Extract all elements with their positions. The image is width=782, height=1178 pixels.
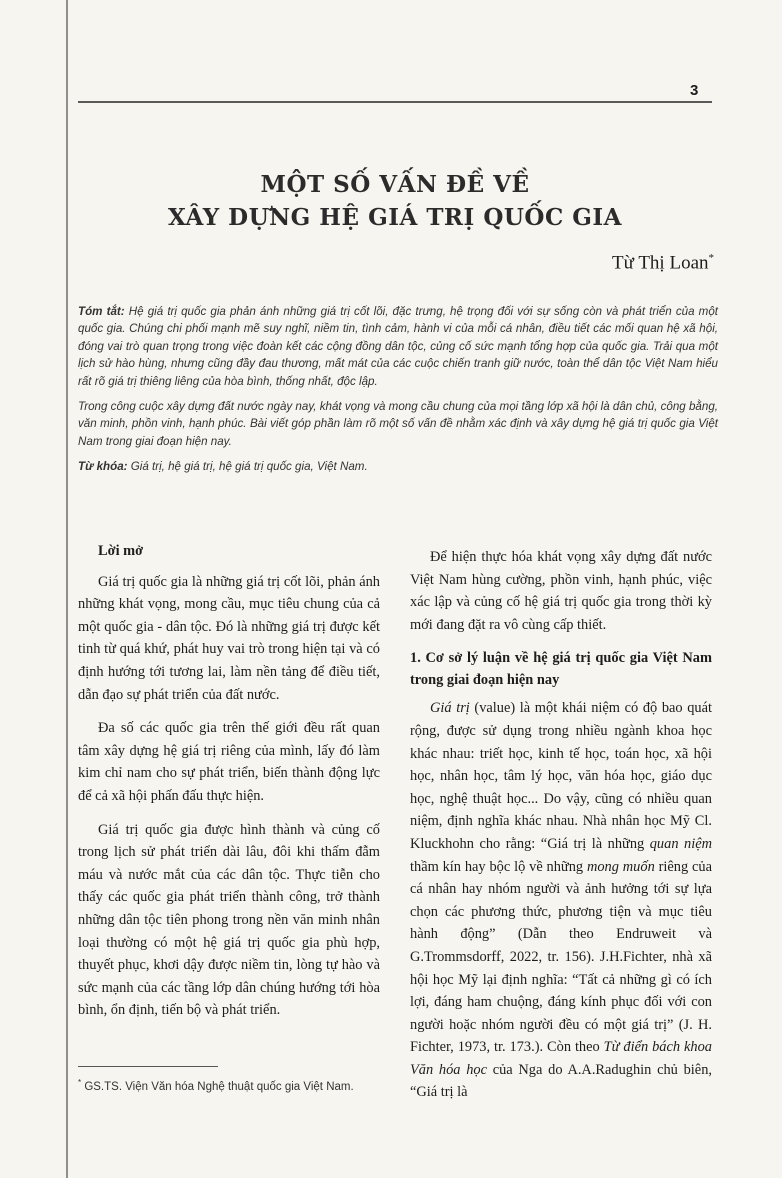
- abstract-summary: [78, 303, 718, 390]
- footnote-rule: [78, 1066, 218, 1067]
- summary-text: Hệ giá trị quốc gia phản ánh những giá trị cốt lõi, đặc trưng, hệ trọng đối với sự sống còn và phát triển của một quốc gia. Chúng chi phối mạnh mẽ suy nghĩ, niềm tin, tình cảm, hành vi của mỗi cá nhân, điều tiết các mối quan hệ xã hội, đóng vai trò quan trọng trong việc đoàn kết các cộng đồng dân tộc, củng cố sức mạnh tổng hợp của quốc gia. Trải qua một lịch sử hào hùng, nhưng cũng đầy đau thương, mất mát của các cuộc chiến tranh giữ nước, toàn thể dân tộc Việt Nam hiểu rất rõ giá trị thiêng liêng của hòa bình, thống nhất, độc lập.: [78, 305, 718, 388]
- intro-paragraph-3: Giá trị quốc gia được hình thành và củng cố trong lịch sử phát triển dài lâu, đôi khi thấm đẫm máu và nước mắt của các dân tộc. Thực tiễn cho thấy các quốc gia phát triển thành công, trở thành những dân tộc tiên phong trong nền văn minh nhân loại thường có một hệ giá trị quốc gia phù hợp, thuyết phục, khơi dậy được niềm tin, lòng tự hào và sức mạnh của các tầng lớp dân chúng hướng tới hòa bình, ổn định, tiến bộ và phát triển.: [78, 821, 380, 1019]
- p2-text-2: thầm kín hay bộc lộ về những: [410, 858, 587, 875]
- right-paragraph-2: [410, 697, 712, 1104]
- abstract-paragraph-2: Trong công cuộc xây dựng đất nước ngày nay, khát vọng và mong cầu chung của mọi tầng lớp xã hội là dân chủ, công bằng, văn minh, phồn vinh, hạnh phúc. Bài viết góp phần làm rõ một số vấn đề nhằm xác định và xây dựng hệ giá trị quốc gia Việt Nam trong giai đoạn hiện nay.: [78, 400, 718, 448]
- binding-line: [66, 0, 68, 1178]
- article-title: [78, 168, 712, 234]
- em-dictionary-title: Từ điển bách khoa Văn hóa học: [410, 1039, 712, 1078]
- title-line-2: XÂY DỰNG HỆ GIÁ TRỊ QUỐC GIA: [167, 204, 623, 231]
- keywords-text: Giá trị, hệ giá trị, hệ giá trị quốc gia, Việt Nam.: [130, 460, 368, 474]
- summary-label: Tóm tắt:: [78, 305, 125, 318]
- page-number: 3: [690, 82, 699, 99]
- p2-text-1: (value) là một khái niệm có độ bao quát rộng, được sử dụng trong nhiều ngành khoa học khác nhau: triết học, kinh tế học, toán học, xã hội học, nhân học, tâm lý học, văn hóa học, giáo dục học, nghệ thuật học... Do vậy, cũng có nhiều quan niệm, định nghĩa khác nhau. Nhà nhân học Mỹ Cl. Kluckhohn cho rằng: “Giá trị là những: [410, 700, 712, 852]
- intro-paragraph-2: Đa số các quốc gia trên thế giới đều rất quan tâm xây dựng hệ giá trị riêng của mình, lấy đó làm kim chỉ nam cho sự phát triển, biến thành động lực để cả xã hội phấn đấu thực hiện.: [78, 720, 380, 804]
- intro-heading: Lời mở: [98, 543, 144, 559]
- author-footnote-mark: *: [708, 252, 714, 264]
- em-quan-niem: quan niệm: [649, 835, 712, 852]
- footnote: [78, 1074, 378, 1096]
- intro-paragraph-1: Giá trị quốc gia là những giá trị cốt lõi, phản ánh những khát vọng, mong cầu, mục tiêu chung của cả một quốc gia - dân tộc. Đó là những giá trị được kết tinh từ quá khứ, phát huy vai trò trong hiện tại và có định hướng tới tương lai, làm nền tảng để điều tiết, dẫn đạo sự phát triển của đất nước.: [78, 573, 380, 703]
- p2-text-4: của Nga do A.A.Radughin chủ biên, “Giá trị là: [410, 1061, 712, 1101]
- right-paragraph-1: Để hiện thực hóa khát vọng xây dựng đất nước Việt Nam hùng cường, phồn vinh, hạnh phúc, việc xác lập và củng cố hệ giá trị quốc gia trong thời kỳ mới đang đặt ra vô cùng cấp thiết.: [410, 549, 712, 633]
- right-column: [410, 546, 712, 1115]
- footnote-text: GS.TS. Viện Văn hóa Nghệ thuật quốc gia Việt Nam.: [81, 1080, 354, 1093]
- left-column: [78, 540, 380, 1033]
- em-mong-muon: mong muốn: [586, 858, 655, 875]
- abstract: [78, 303, 718, 484]
- keywords-label: Từ khóa:: [78, 460, 128, 474]
- term-value: Giá trị: [430, 700, 470, 717]
- header-rule: [78, 101, 712, 103]
- footnote-mark: *: [78, 1078, 82, 1087]
- title-line-1: MỘT SỐ VẤN ĐỀ VỀ: [260, 171, 530, 198]
- author-name: [612, 252, 714, 274]
- p2-text-3: riêng của cá nhân hay nhóm người và ảnh hưởng tới sự lựa chọn các phương thức, phương tiện và mục tiêu hành động” (Dẫn theo Endruweit và G.Trommsdorff, 2022, tr. 156). J.H.Fichter, nhà xã hội học Mỹ lại định nghĩa: “Tất cả những gì có ích lợi, đáng ham chuộng, đáng kính phục đối với con người hoặc nhóm người đều có một giá trị” (J. H. Fichter, 1973, tr. 173.). Còn theo: [410, 858, 713, 1056]
- author-text: Từ Thị Loan: [612, 252, 709, 274]
- abstract-keywords: [78, 458, 718, 475]
- section-1-heading: 1. Cơ sở lý luận về hệ giá trị quốc gia Việt Nam trong giai đoạn hiện nay: [410, 650, 712, 689]
